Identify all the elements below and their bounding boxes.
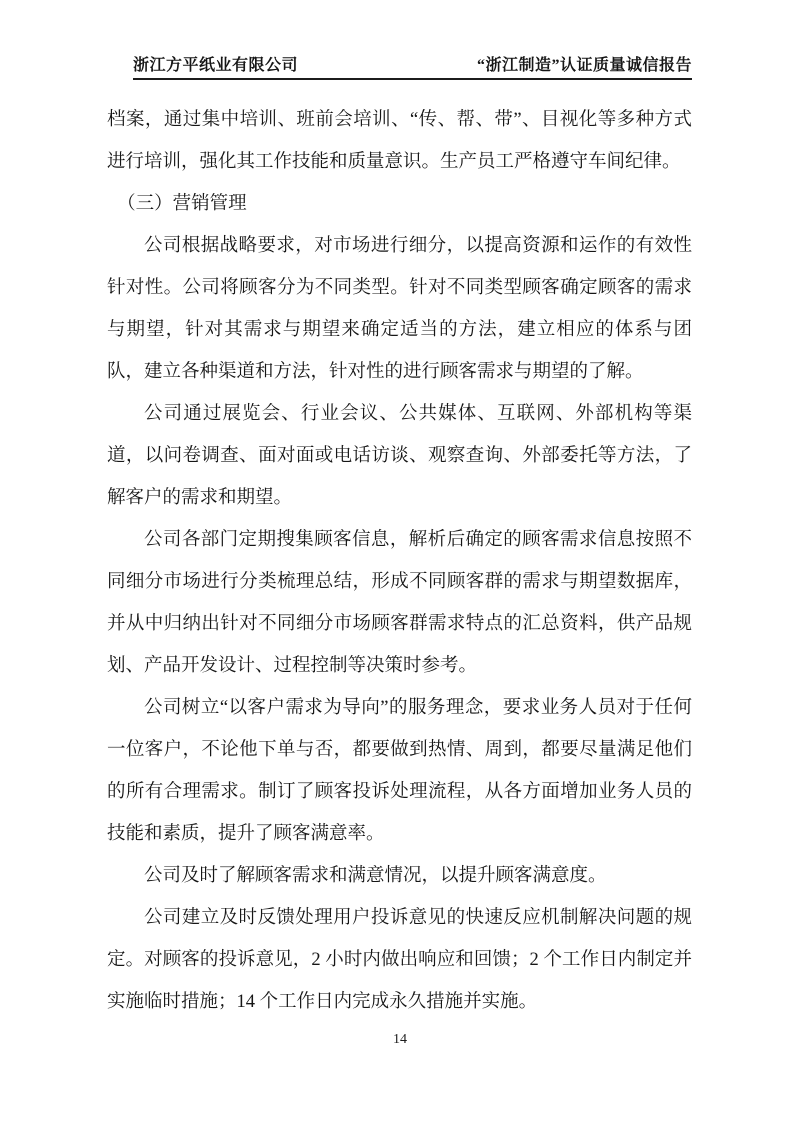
header-company-name: 浙江方平纸业有限公司 [133,57,299,74]
paragraph-service-philosophy: 公司树立“以客户需求为导向”的服务理念，要求业务人员对于任何一位客户，不论他下单与否，都要做到热情、周到，都要尽量满足他们的所有合理需求。制订了顾客投诉处理流程，从各方面增加业务人员的技能和素质，提升了顾客满意率。 [107,698,692,844]
paragraph-customer-satisfaction: 公司及时了解顾客需求和满意情况，以提升顾客满意度。 [144,866,607,886]
page-footer [0,1032,800,1048]
paragraph-complaint-handling: 公司建立及时反馈处理用户投诉意见的快速反应机制解决问题的规定。对顾客的投诉意见，2 小时内做出响应和回馈；2 个工作日内制定并实施临时措施；14 个工作日内完成永久措施并实施。 [107,908,692,1012]
page-number: 14 [393,1032,407,1047]
header-report-title: “浙江制造”认证质量诚信报告 [476,57,692,74]
paragraph-training-continuation: 档案，通过集中培训、班前会培训、“传、帮、带”、目视化等多种方式进行培训，强化其工作技能和质量意识。生产员工严格遵守车间纪律。 [107,110,692,172]
paragraph-market-segmentation: 公司根据战略要求，对市场进行细分，以提高资源和运作的有效性针对性。公司将顾客分为不同类型。针对不同类型顾客确定顾客的需求与期望，针对其需求与期望来确定适当的方法，建立相应的体系与团队，建立各种渠道和方法，针对性的进行顾客需求与期望的了解。 [107,236,692,382]
document-body [107,99,692,1023]
paragraph-customer-info-collection: 公司各部门定期搜集顾客信息，解析后确定的顾客需求信息按照不同细分市场进行分类梳理总结，形成不同顾客群的需求与期望数据库，并从中归纳出针对不同细分市场顾客群需求特点的汇总资料，供产品规划、产品开发设计、过程控制等决策时参考。 [107,530,692,676]
paragraph-customer-channels: 公司通过展览会、行业会议、公共媒体、互联网、外部机构等渠道，以问卷调查、面对面或电话访谈、观察查询、外部委托等方法，了解客户的需求和期望。 [107,404,692,508]
page-header [133,52,692,80]
section-heading-marketing-management: （三）营销管理 [117,194,247,214]
